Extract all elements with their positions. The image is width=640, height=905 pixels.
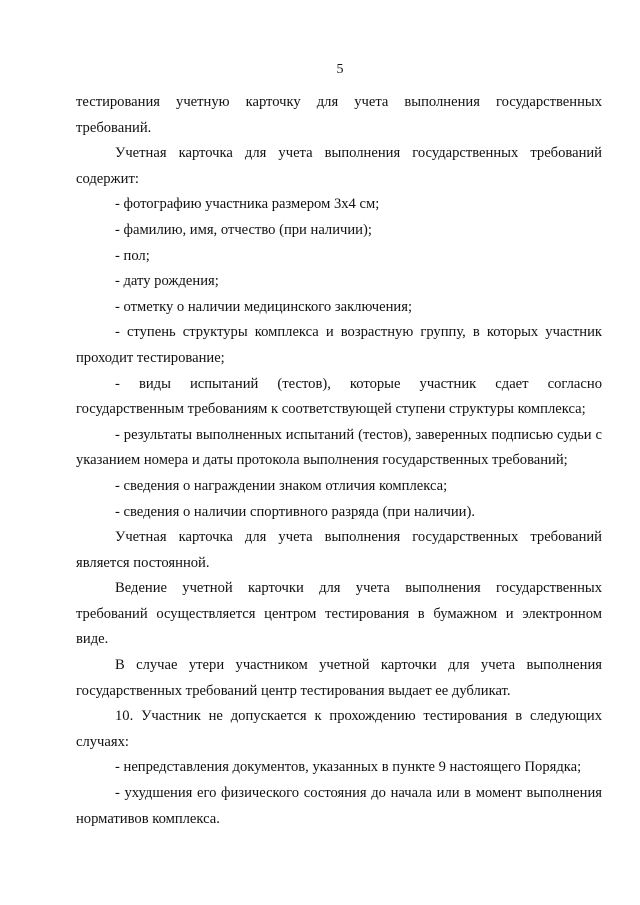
list-item-birth-date: - дату рождения; [115, 273, 219, 290]
paragraph-admission-denial: 10. Участник не допускается к прохождению тестирования в следующих случаях: [76, 708, 602, 750]
document-body [76, 90, 602, 832]
paragraph-card-permanent: Учетная карточка для учета выполнения государственных требований является постоянной. [76, 529, 602, 571]
list-item-results: - результаты выполненных испытаний (тестов), заверенных подписью судьи с указанием номера и даты протокола выполнения государственных требований; [76, 426, 602, 469]
list-item-physical-condition: - ухудшения его физического состояния до начала или в момент выполнения нормативов комплекса. [76, 785, 602, 827]
list-item-photo: - фотографию участника размером 3х4 см; [115, 196, 380, 213]
list-item-documents: - непредставления документов, указанных в пункте 9 настоящего Порядка; [115, 759, 582, 776]
list-item-sex: - пол; [115, 247, 150, 264]
paragraph-continuation: тестирования учетную карточку для учета выполнения государственных требований. [76, 94, 602, 136]
list-item-medical: - отметку о наличии медицинского заключения; [115, 298, 413, 315]
list-item-sport-rank: - сведения о наличии спортивного разряда (при наличии). [115, 503, 475, 520]
page-number: 5 [336, 62, 344, 77]
list-item-tests: - виды испытаний (тестов), которые участник сдает согласно государственным требованиям к соответствующей ступени структуры комплекса; [76, 375, 602, 418]
paragraph-card-maintenance: Ведение учетной карточки для учета выполнения государственных требований осуществляется центром тестирования в бумажном и электронном виде. [76, 580, 602, 648]
list-item-award: - сведения о награждении знаком отличия комплекса; [115, 477, 448, 494]
list-item-name: - фамилию, имя, отчество (при наличии); [115, 221, 372, 238]
paragraph-card-duplicate: В случае утери участником учетной карточки для учета выполнения государственных требований центр тестирования выдает ее дубликат. [76, 657, 602, 699]
list-item-stage: - ступень структуры комплекса и возрастную группу, в которых участник проходит тестирование; [76, 324, 602, 366]
paragraph-card-contents: Учетная карточка для учета выполнения государственных требований содержит: [76, 145, 602, 187]
